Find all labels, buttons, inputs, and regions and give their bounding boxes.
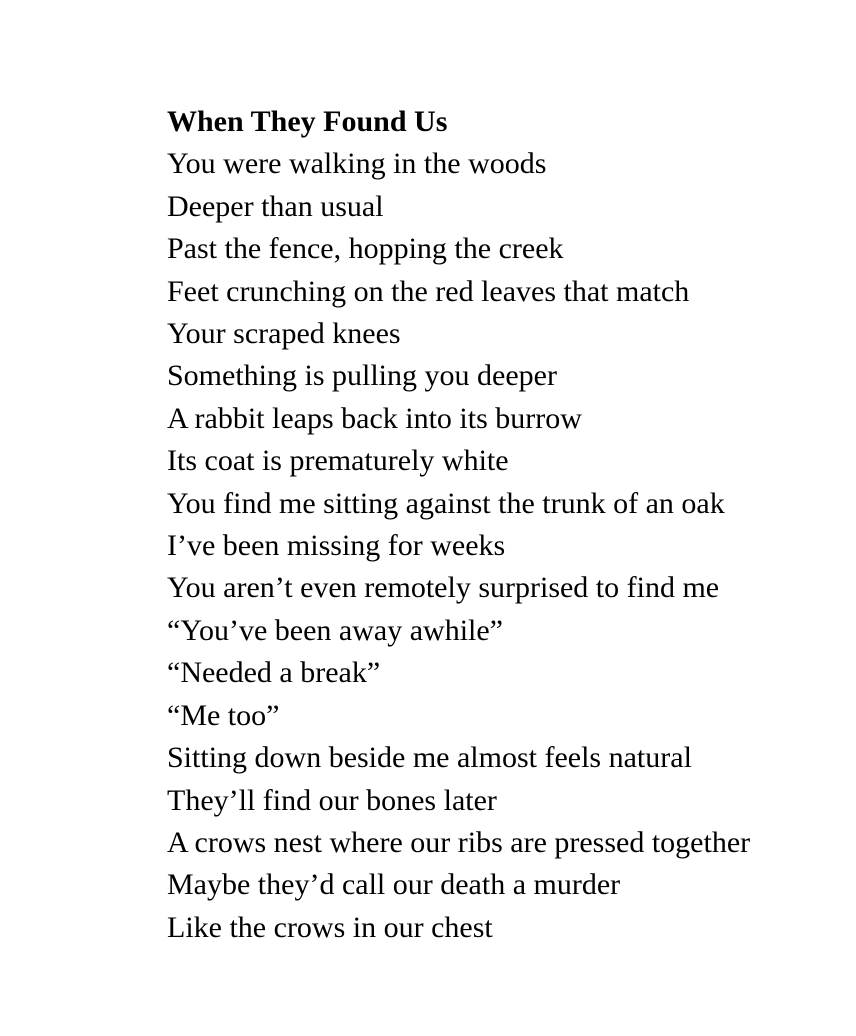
poem-line: You aren’t even remotely surprised to find me: [167, 571, 720, 605]
poem: [167, 101, 750, 949]
poem-line: Feet crunching on the red leaves that match: [167, 274, 690, 308]
poem-line: Its coat is prematurely white: [167, 444, 509, 478]
poem-line: “Me too”: [167, 698, 280, 732]
poem-line: I’ve been missing for weeks: [167, 529, 506, 563]
poem-line: A rabbit leaps back into its burrow: [167, 401, 582, 435]
poem-line: Past the fence, hopping the creek: [167, 232, 564, 266]
poem-line: “You’ve been away awhile”: [167, 613, 503, 647]
poem-title: When They Found Us: [167, 105, 448, 138]
poem-line: Like the crows in our chest: [167, 910, 493, 944]
poem-line: You find me sitting against the trunk of an oak: [167, 486, 725, 520]
poem-line: Something is pulling you deeper: [167, 359, 557, 393]
poem-line: Your scraped knees: [167, 317, 401, 351]
poem-line: Maybe they’d call our death a murder: [167, 868, 621, 902]
poem-line: You were walking in the woods: [167, 147, 547, 181]
poem-line: “Needed a break”: [167, 656, 381, 690]
poem-line: They’ll find our bones later: [167, 783, 497, 817]
poem-line: A crows nest where our ribs are pressed together: [167, 825, 751, 859]
poem-line: Deeper than usual: [167, 189, 384, 223]
poem-line: Sitting down beside me almost feels natural: [167, 741, 692, 775]
